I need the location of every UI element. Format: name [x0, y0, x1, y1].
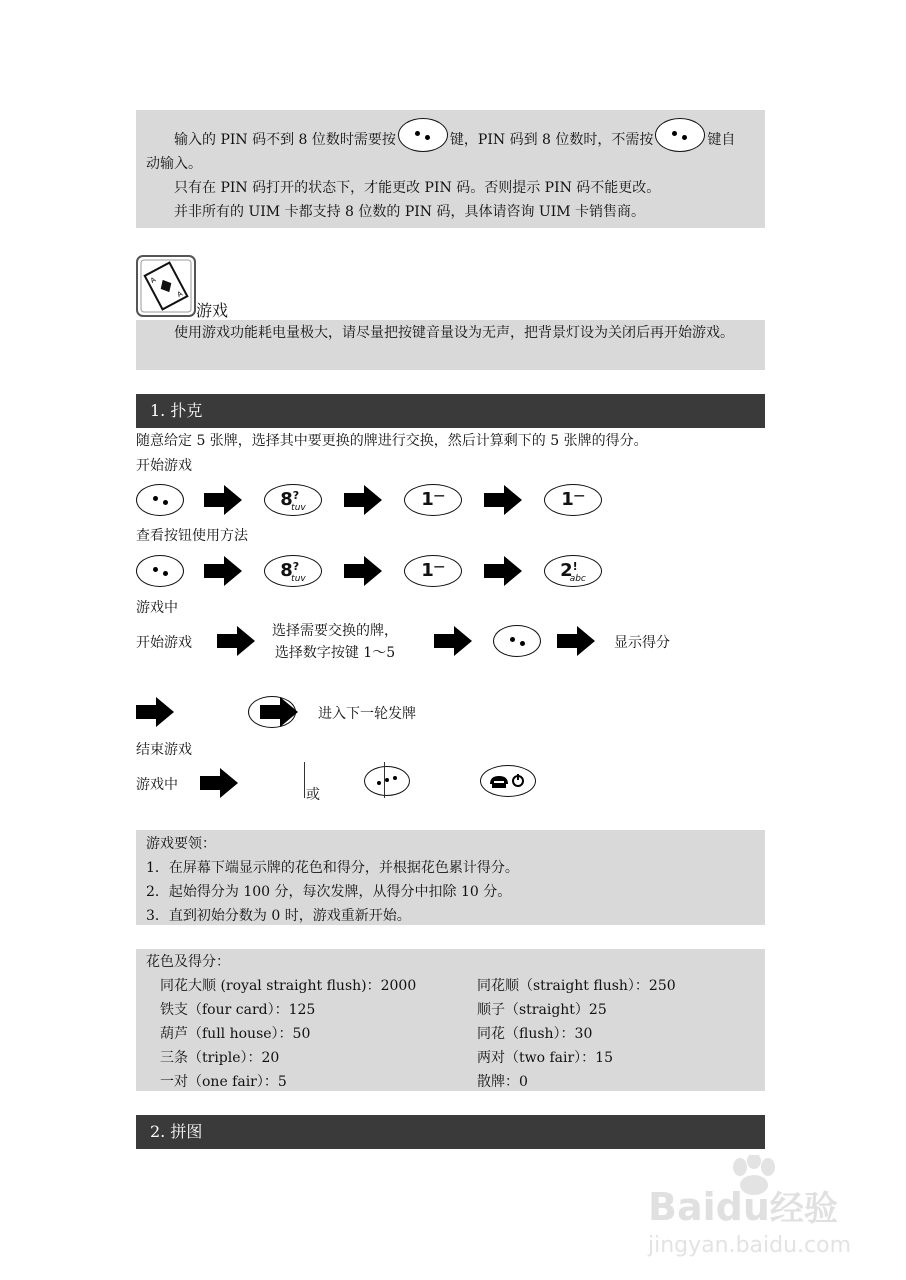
flow-start-label: 开始游戏: [136, 635, 192, 651]
svg-text:A: A: [175, 289, 184, 300]
key-8-icon: $8^?_{tuv}$: [264, 484, 322, 516]
arrow-right-icon: [557, 626, 595, 656]
end-game-label: 结束游戏: [136, 742, 192, 758]
help-label: 查看按钮使用方法: [136, 528, 248, 544]
flow-next-round: 进入下一轮发牌: [318, 706, 416, 722]
pin-note-line3: 并非所有的 UIM 卡都支持 8 位数的 PIN 码，具体请咨询 UIM 卡销售商。: [174, 204, 646, 220]
score-row: 一对（one fair）：5: [160, 1074, 287, 1090]
poker-intro: 随意给定 5 张牌，选择其中要更换的牌进行交换，然后计算剩下的 5 张牌的得分。: [136, 433, 648, 449]
games-title: 游戏: [196, 301, 229, 320]
pin-note-line2: 只有在 PIN 码打开的状态下，才能更改 PIN 码。否则提示 PIN 码不能更改。: [174, 180, 661, 196]
flow-select-text: 选择需要交换的牌， 选择数字按键 1～5: [272, 623, 398, 661]
tips-item: 1．在屏幕下端显示牌的花色和得分，并根据花色累计得分。: [146, 860, 519, 876]
divider: [384, 762, 385, 798]
key-8-icon: $8^?_{tuv}$: [264, 555, 322, 587]
arrow-right-icon: [344, 485, 382, 515]
baidu-watermark: Baidu经验 jingyan.baidu.com: [648, 1155, 888, 1265]
two-dot-key-icon: [493, 625, 541, 657]
score-row: 铁支（four card）：125: [160, 1002, 316, 1018]
pin-note-line1-cont: 动输入。: [146, 156, 202, 172]
score-row: 顺子（straight）25: [477, 1002, 607, 1018]
games-note-text: 使用游戏功能耗电量极大，请尽量把按键音量设为无声，把背景灯设为关闭后再开始游戏。: [174, 325, 734, 341]
two-dot-key-icon: [655, 118, 705, 152]
pin-note-box: [136, 110, 765, 228]
help-sequence: [136, 554, 602, 588]
two-dot-key-icon: [136, 484, 184, 516]
scores-box: [136, 949, 765, 1091]
tips-item: 3．直到初始分数为 0 时，游戏重新开始。: [146, 908, 411, 924]
two-dot-key-icon: [136, 555, 184, 587]
playing-label: 游戏中: [136, 600, 178, 616]
games-icon: [136, 255, 196, 321]
or-text: 或: [306, 787, 320, 803]
score-row: 同花大顺 (royal straight flush)：2000: [160, 978, 417, 994]
score-row: 三条（triple）：20: [160, 1050, 280, 1066]
score-row: 葫芦（full house）：50: [160, 1026, 311, 1042]
scores-right-column: [477, 974, 676, 1094]
arrow-right-icon: [344, 556, 382, 586]
puzzle-heading: 2. 拼图: [136, 1115, 765, 1149]
tips-item: 2．起始得分为 100 分，每次发牌，从得分中扣除 10 分。: [146, 884, 512, 900]
arrow-right-icon: [484, 556, 522, 586]
key-1-icon: 1—: [544, 484, 602, 516]
key-1-icon: 1—: [404, 484, 462, 516]
arrow-right-icon: [136, 697, 174, 727]
three-dot-key-icon: [364, 766, 410, 796]
scores-title: 花色及得分：: [146, 954, 230, 970]
flow-show-score: 显示得分: [614, 635, 670, 651]
games-note-box: [136, 320, 765, 370]
arrow-right-icon: [260, 697, 298, 727]
score-row: 同花顺（straight flush）：250: [477, 978, 676, 994]
score-row: 同花（flush）：30: [477, 1026, 593, 1042]
poker-heading: 1. 扑克: [136, 394, 765, 428]
arrow-right-icon: [434, 626, 472, 656]
divider: [304, 762, 305, 798]
tips-title: 游戏要领：: [146, 836, 216, 852]
start-game-sequence: [136, 483, 602, 517]
tips-box: [136, 830, 765, 925]
svg-text:A: A: [149, 275, 158, 285]
key-1-icon: 1—: [404, 555, 462, 587]
arrow-right-icon: [217, 626, 255, 656]
key-2-icon: $2^!_{abc}$: [544, 555, 602, 587]
start-game-label: 开始游戏: [136, 458, 192, 474]
arrow-right-icon: [484, 485, 522, 515]
score-row: 两对（two fair）：15: [477, 1050, 614, 1066]
playing-card-icon: [136, 255, 196, 317]
phone-power-icon: [480, 765, 536, 797]
end-playing-label: 游戏中: [136, 777, 178, 793]
scores-left-column: [146, 974, 477, 1094]
arrow-right-icon: [204, 556, 242, 586]
arrow-right-icon: [200, 768, 238, 798]
scores-table: [146, 974, 757, 1094]
arrow-right-icon: [204, 485, 242, 515]
score-row: 散牌：0: [477, 1074, 528, 1090]
two-dot-key-icon: [398, 118, 448, 152]
pin-note-line1: 输入的 PIN 码不到 8 位数时需要按 键，PIN 码到 8 位数时，不需按 键自: [146, 128, 757, 152]
